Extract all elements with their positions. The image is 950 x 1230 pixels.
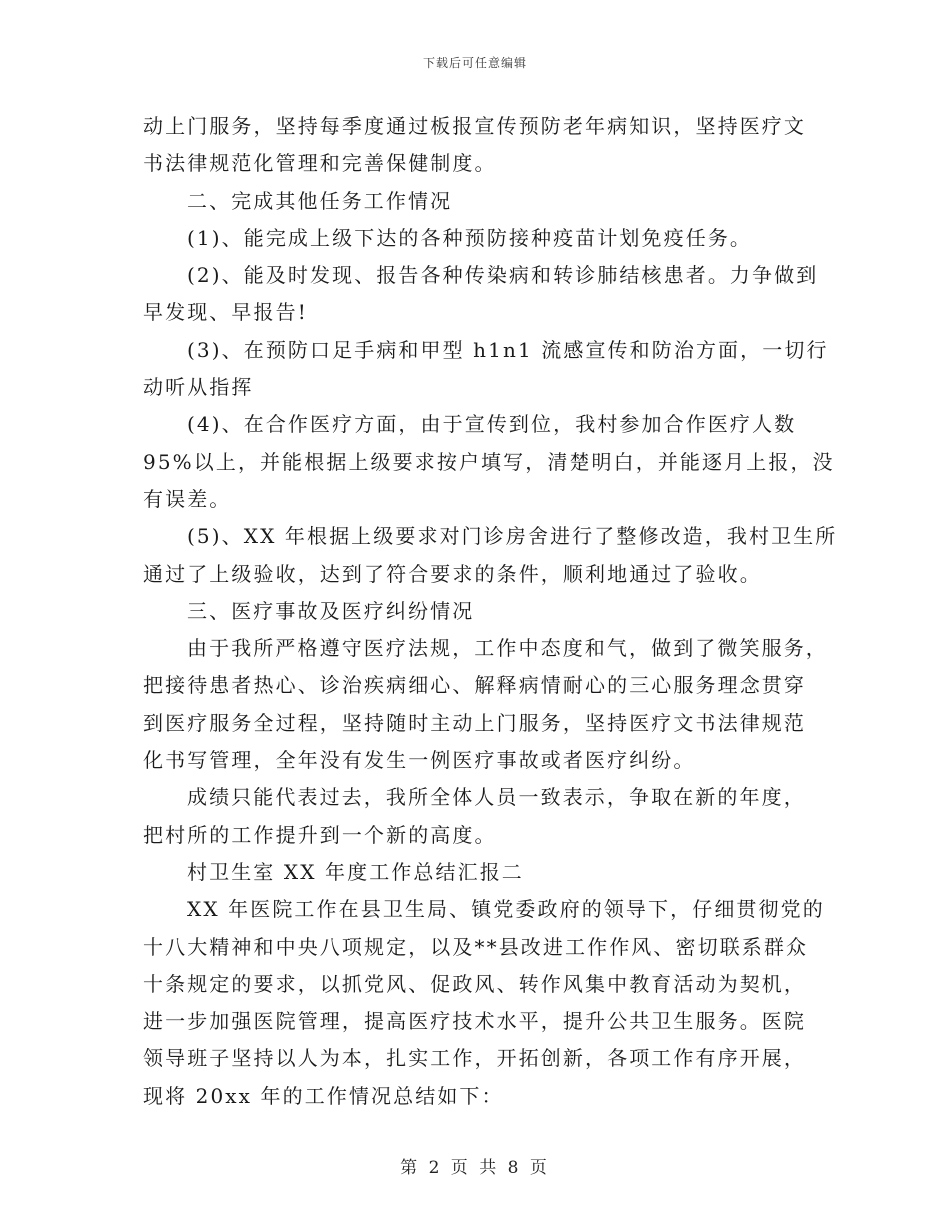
text-line: 现将 20xx 年的工作情况总结如下： [143, 1083, 504, 1108]
text-line: (4)、在合作医疗方面，由于宣传到位，我村参加合作医疗人数 [187, 412, 797, 437]
text-line: 早发现、早报告! [143, 300, 308, 325]
text-line: 把接待患者热心、诊治疾病细心、解释病情耐心的三心服务理念贯穿 [143, 673, 806, 698]
text-line: (1)、能完成上级下达的各种预防接种疫苗计划免疫任务。 [187, 225, 753, 250]
text-line: 95%以上，并能根据上级要求按户填写，清楚明白，并能逐月上报，没 [143, 449, 835, 474]
text-line: 通过了上级验收，达到了符合要求的条件，顺利地通过了验收。 [143, 561, 762, 586]
text-line: 书法律规范化管理和完善保健制度。 [143, 151, 497, 176]
header-note: 下载后可任意编辑 [422, 56, 527, 70]
text-line: 由于我所严格遵守医疗法规，工作中态度和气，做到了微笑服务， [187, 636, 828, 661]
section-heading: 二、完成其他任务工作情况 [187, 188, 453, 213]
text-line: 进一步加强医院管理，提高医疗技术水平，提升公共卫生服务。医院 [143, 1009, 806, 1034]
document-body [143, 108, 838, 1115]
text-line: 十八大精神和中央八项规定，以及**县改进工作作风、密切联系群众 [143, 934, 809, 959]
text-line: 到医疗服务全过程，坚持随时主动上门服务，坚持医疗文书法律规范 [143, 710, 806, 735]
text-line: 有误差。 [143, 486, 232, 511]
section-heading: 村卫生室 XX 年度工作总结汇报二 [187, 859, 524, 884]
text-line: 领导班子坚持以人为本，扎实工作，开拓创新，各项工作有序开展， [143, 1046, 806, 1071]
text-line: 十条规定的要求，以抓党风、促政风、转作风集中教育活动为契机， [143, 971, 806, 996]
text-line: XX 年医院工作在县卫生局、镇党委政府的领导下，仔细贯彻党的 [187, 897, 825, 922]
text-line: 把村所的工作提升到一个新的高度。 [143, 822, 497, 847]
text-line: (2)、能及时发现、报告各种传染病和转诊肺结核患者。力争做到 [187, 263, 819, 288]
text-line: 化书写管理，全年没有发生一例医疗事故或者医疗纠纷。 [143, 748, 696, 773]
text-line: 成绩只能代表过去，我所全体人员一致表示，争取在新的年度， [187, 785, 806, 810]
text-line: 动上门服务，坚持每季度通过板报宣传预防老年病知识，坚持医疗文 [143, 114, 806, 138]
section-heading: 三、医疗事故及医疗纠纷情况 [187, 598, 475, 623]
text-line: 动听从指挥 [143, 375, 254, 400]
text-line: (3)、在预防口足手病和甲型 h1n1 流感宣传和防治方面，一切行 [187, 337, 829, 362]
page-number: 第 2 页 共 8 页 [400, 1158, 550, 1178]
text-line: (5)、XX 年根据上级要求对门诊房舍进行了整修改造，我村卫生所 [187, 524, 838, 549]
